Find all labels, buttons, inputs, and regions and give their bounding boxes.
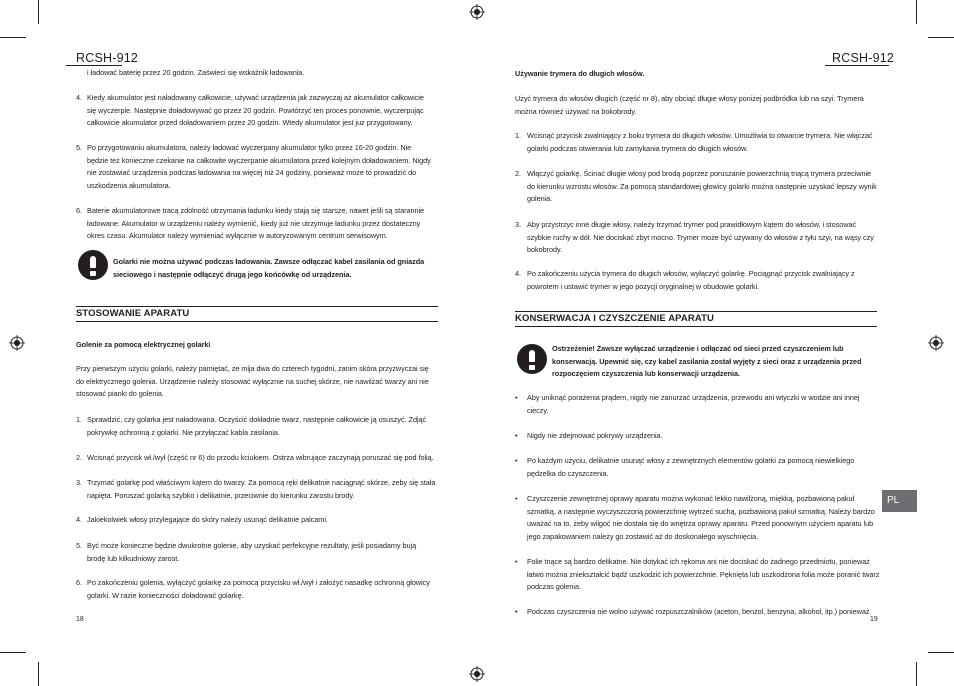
- bullet: •: [515, 557, 518, 566]
- list-number: 2.: [515, 169, 522, 178]
- crop-mark: [928, 37, 954, 38]
- list-number: 4.: [76, 93, 83, 102]
- registration-mark-icon: [9, 335, 25, 351]
- section-heading: KONSERWACJA I CZYSZCZENIE APARATU: [515, 311, 877, 327]
- header-rule: [66, 65, 122, 66]
- warning-icon: [517, 344, 547, 374]
- list-item: Po przygotowaniu akumulatora, należy ładować wyczerpany akumulator tylko przez 16-20 godzin. Nie będzie też konieczne czekanie na całkowite wyczerpanie akumulatora przed kolejnym doładowaniem. Nigdy nie zostawiać urządzenia podczas ładowania na więcej niż 24 godziny, ponieważ może to prowadzić do uszkodzenia akumulatora.: [87, 143, 431, 190]
- list-number: 3.: [515, 220, 522, 229]
- list-item: Aby uniknąć porażenia prądem, nigdy nie zanurzać urządzenia, przewodu ani wtyczki w wodzie ani innej cieczy.: [527, 393, 860, 415]
- list-item: Włączyć golarkę. Ścinać długie włosy pod brodą poprzez poruszanie powierzchnią tnącą trymera przeciwnie do kierunku wzrostu włosów. Za pomocą standardowej głowicy golarki można następnie uzyskać lepszy wynik golenia.: [527, 169, 877, 204]
- warning-text: Ostrzeżenie! Zawsze wyłączać urządzenie i odłączać od sieci przed czyszczeniem lub konserwacją. Upewnić się, czy kabel zasilania został wyjęty z sieci oraz z urządzenia przed rozpoczęciem czyszczenia lub konserwacji urządzenia.: [552, 344, 862, 379]
- subheading: Golenie za pomocą elektrycznej golarki: [76, 340, 211, 349]
- list-item: Aby przystrzyc inne długie włosy, należy trzymać trymer pod prawidłowym kątem do włosów, i stosować szybkie ruchy w dół. Nie dociskać zbyt mocno. Trymer może być używany do włosów z tyłu szyi, na wąsy czy bokobrody.: [527, 220, 874, 255]
- bullet: •: [515, 431, 518, 440]
- language-tab: PL: [882, 490, 917, 512]
- list-item: Sprawdzić, czy golarka jest naładowana. Oczyścić dokładnie twarz, następnie całkowicie ją osuszyć. Zdjąć pokrywkę ochronną z golarki. Nie przyłączać kabla zasilania.: [87, 415, 427, 437]
- list-number: 3.: [76, 478, 83, 487]
- list-number: 5.: [76, 143, 83, 152]
- crop-mark: [928, 652, 954, 653]
- paragraph: Użyć trymera do włosów długich (część nr 8), aby obciąć długie włosy poniżej podbródka lub na szyi. Trymera można również używać na bokobrody.: [515, 94, 864, 116]
- subheading: Używanie trymera do długich włosów.: [515, 69, 645, 78]
- list-item: Baterie akumulatorowe tracą zdolność utrzymania ładunku kiedy stają się starsze, nawet jeśli są starannie ładowane. Akumulator w urządzeniu należy wymienić, kiedy już nie utrzymuje ładunku przez dostateczny okres czasu. Akumulator należy wymieniać wyłącznie w autoryzowanym centrum serwisowym.: [87, 206, 425, 241]
- list-item: Folie tnące są bardzo delikatne. Nie dotykać ich rękoma ani nie dociskać do żadnego przedmiotu, ponieważ łatwo można zniekształcić bądź uszkodzić ich powierzchnie. Pęknięta lub uszkodzona folia może poranić twarz podczas golenia.: [527, 557, 880, 592]
- page-number: 19: [870, 616, 878, 623]
- crop-mark: [0, 652, 26, 653]
- section-heading: STOSOWANIE APARATU: [76, 306, 438, 322]
- page-number: 18: [76, 616, 84, 623]
- list-item: Wcisnąć przycisk wł./wył (część nr 6) do przodu kciukiem. Ostrza wibrujące zaczynają poruszać się pod folią.: [87, 453, 434, 462]
- list-number: 1.: [76, 415, 83, 424]
- crop-mark: [38, 662, 39, 686]
- list-item: Kiedy akumulator jest naładowany całkowicie, używać urządzenia jak zazwyczaj aż akumulator całkowicie się wyczerpie. Następnie doładowywać go przez 20 godzin. Powtórzyć ten proces ponownie, wyczerpując całkowicie akumulator przed doładowaniem przez 20 godzin. Wtedy akumulator jest juz przygotowany.: [87, 93, 424, 128]
- model-label: RCSH-912: [832, 51, 895, 65]
- crop-mark: [0, 37, 26, 38]
- list-number: 4.: [76, 515, 83, 524]
- warning-text: Golarki nie można używać podczas ładowania. Zawsze odłączać kabel zasilania od gniazda sieciowego i następnie odłączyć drugą jego końcówkę od urządzenia.: [113, 257, 425, 279]
- list-item: Być może konieczne będzie dwukrotne golenie, aby uzyskać perfekcyjne rezultaty, jeśli posiadamy bują brodę lub kilkudniowy zarost.: [87, 541, 417, 563]
- paragraph: Przy pierwszym użyciu golarki, należy pamiętać, że mija dwa do czterech tygodni, zanim skóra przyzwyczai się do elektrycznego golenia. Urządzenie należy stosować wyłącznie na suchej skórze, nie nawilżać twarzy ani nie stosować pianki do golenia.: [76, 364, 429, 399]
- warning-icon: [78, 250, 108, 280]
- crop-mark: [38, 0, 39, 24]
- bullet: •: [515, 494, 518, 503]
- intro-line: i ładować baterię przez 20 godzin. Zaświeci się wskaźnik ładowania.: [87, 68, 305, 77]
- list-item: Po zakończeniu użycia trymera do długich włosów, wyłączyć golarkę. Pociągnąć przycisk zwalniający z powrotem i ustawić trymer w jego pozycji oryginalnej w obudowie golarki.: [527, 269, 855, 291]
- list-item: Wcisnąć przycisk zwalniający z boku trymera do długich włosów. Umożliwia to otwarcie trymera. Nie włączać golarki podczas otwierania lub zamykania trymera do długich włosów.: [527, 131, 873, 153]
- list-item: Trzymać golarkę pod właściwym kątem do twarzy. Za pomocą ręki delikatnie naciągnąć skórze, zeby się stała napięta. Poruszać golarką szybko i delikatnie, przeciwnie do kierunku zarostu brody.: [87, 478, 436, 500]
- list-number: 1.: [515, 131, 522, 140]
- list-number: 4.: [515, 269, 522, 278]
- registration-mark-icon: [928, 335, 944, 351]
- bullet: •: [515, 393, 518, 402]
- registration-mark-icon: [469, 666, 485, 682]
- list-number: 2.: [76, 453, 83, 462]
- list-item: Podczas czyszczenia nie wolno używać rozpuszczalników (aceton, benzol, benzyna, alkohol, itp.) ponieważ: [527, 607, 870, 616]
- bullet: •: [515, 456, 518, 465]
- registration-mark-icon: [469, 4, 485, 20]
- list-number: 5.: [76, 541, 83, 550]
- crop-mark: [916, 662, 917, 686]
- list-item: Nigdy nie zdejmować pokrywy urządzenia.: [527, 431, 663, 440]
- list-item: Po zakończeniu golenia, wyłączyć golarkę za pomocą przycisku wł./wył i założyć nasadkę ochronną głowicy golarki. W razie konieczności doładować golarkę.: [87, 578, 430, 600]
- crop-mark: [916, 0, 917, 24]
- list-number: 6.: [76, 578, 83, 587]
- model-label: RCSH-912: [76, 51, 139, 65]
- list-item: Jakiekolwiek włosy przylegające do skóry należy usunąć delikatnie palcami.: [87, 515, 328, 524]
- list-item: Czyszczenie zewnętrznej oprawy aparatu można wykonać lekko nawilżoną, miękką, pozbawioną pakuł szmatką, a następnie wyczyszczoną powierzchnię wytrzeć suchą, pozbawioną pakuł szmatką. Należy bardzo uważać na to, żeby wilgoć nie dostała się do wnętrza oprawy aparatu. Przed ponownym użyciem aparatu lub jego zapakowaniem należy go zostawić aż do doskonałego wyschnięcia.: [527, 494, 875, 541]
- bullet: •: [515, 607, 518, 616]
- list-item: Po każdym użyciu, delikatnie usunąć włosy z zewnętrznych elementów golarki za pomocą niewielkiego pędzelka do czyszczenia.: [527, 456, 855, 478]
- header-rule: [825, 65, 889, 66]
- list-number: 6.: [76, 206, 83, 215]
